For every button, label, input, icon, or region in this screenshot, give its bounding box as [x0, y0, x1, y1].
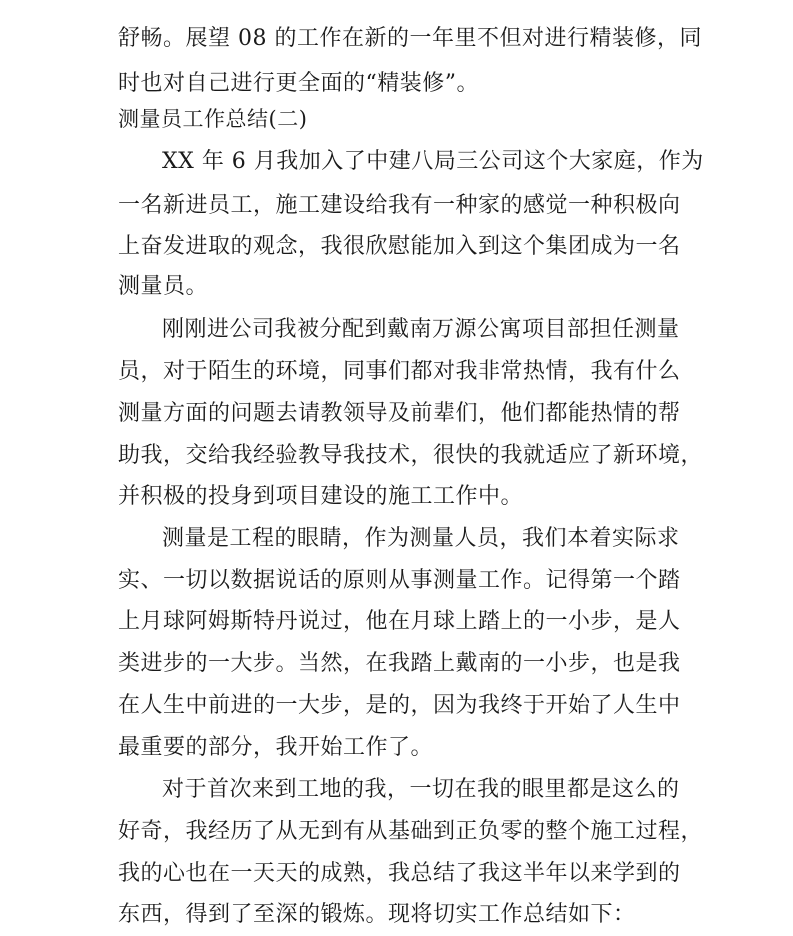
text-line: 舒畅。展望 08 的工作在新的一年里不但对进行精装修，同 [118, 26, 702, 51]
section-heading: 测量员工作总结(二) [118, 107, 308, 131]
text-line: 在人生中前进的一大步，是的，因为我终于开始了人生中 [118, 693, 681, 718]
text-line: 类进步的一大步。当然，在我踏上戴南的一小步，也是我 [118, 651, 681, 676]
text-line: 测量员。 [118, 274, 209, 299]
text-line: 实、一切以数据说话的原则从事测量工作。记得第一个踏 [118, 568, 681, 593]
text-line: 助我，交给我经验教导我技术，很快的我就适应了新环境， [118, 443, 704, 468]
text-line: 上奋发进取的观念，我很欣慰能加入到这个集团成为一名 [118, 234, 681, 259]
paragraph-first-line: 测量是工程的眼睛，作为测量人员，我们本着实际求 [162, 526, 680, 551]
text-line: 最重要的部分，我开始工作了。 [118, 735, 434, 760]
text-line: 东西，得到了至深的锻炼。现将切实工作总结如下： [118, 902, 636, 927]
text-line: 好奇，我经历了从无到有从基础到正负零的整个施工过程， [118, 819, 704, 844]
text-line: 时也对自己进行更全面的“精装修”。 [118, 71, 479, 96]
paragraph-first-line: 刚刚进公司我被分配到戴南万源公寓项目部担任测量 [162, 317, 680, 342]
text-line: 一名新进员工，施工建设给我有一种家的感觉一种积极向 [118, 193, 681, 218]
text-line: 并积极的投身到项目建设的施工工作中。 [118, 484, 524, 509]
text-line: 我的心也在一天天的成熟，我总结了我这半年以来学到的 [118, 861, 681, 886]
text-line: 上月球阿姆斯特丹说过，他在月球上踏上的一小步，是人 [118, 609, 681, 634]
text-line: 员，对于陌生的环境，同事们都对我非常热情，我有什么 [118, 359, 681, 384]
paragraph-first-line: XX 年 6 月我加入了中建八局三公司这个大家庭，作为 [162, 149, 704, 174]
text-line: 测量方面的问题去请教领导及前辈们，他们都能热情的帮 [118, 401, 681, 426]
paragraph-first-line: 对于首次来到工地的我，一切在我的眼里都是这么的 [162, 777, 680, 802]
